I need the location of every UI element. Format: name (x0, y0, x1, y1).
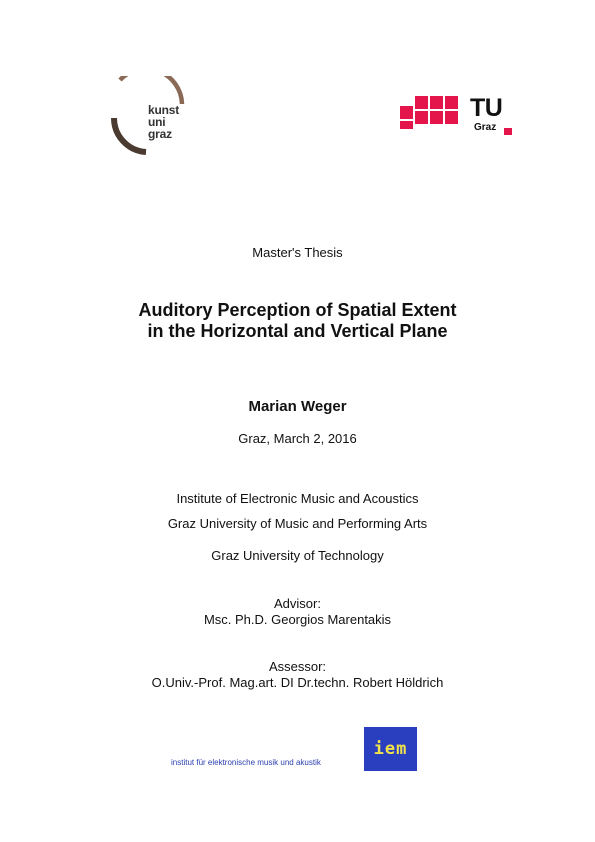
iem-logo-text: iem (373, 739, 408, 759)
iem-footer (168, 727, 428, 772)
institution-line: Graz University of Technology (211, 548, 384, 563)
tug-accent-square (504, 128, 512, 135)
institution-line: Graz University of Music and Performing Arts (167, 516, 428, 531)
tug-blocks-icon (398, 94, 470, 138)
tug-logo-name: TU (470, 94, 503, 122)
thesis-title-line: in the Horizontal and Vertical Plane (147, 321, 448, 341)
kug-logo-line: kunst (148, 103, 180, 117)
kug-logo-line: uni (148, 115, 166, 129)
author-name: Marian Weger (248, 398, 347, 415)
place-date: Graz, March 2, 2016 (238, 431, 357, 446)
tug-logo (398, 94, 516, 138)
thesis-title (0, 300, 595, 342)
thesis-title-line: Auditory Perception of Spatial Extent (138, 300, 457, 320)
advisor-block (0, 596, 595, 628)
assessor-block (0, 659, 595, 691)
document-type: Master's Thesis (252, 245, 343, 260)
iem-logo (364, 727, 417, 771)
advisor-label: Advisor: (274, 596, 321, 611)
assessor-name: O.Univ.-Prof. Mag.art. DI Dr.techn. Robert Höldrich (151, 675, 444, 690)
tug-logo-sub: Graz (474, 122, 497, 133)
kug-logo-line: graz (148, 127, 172, 141)
assessor-label: Assessor: (268, 659, 327, 674)
kug-logo (106, 76, 190, 158)
advisor-name: Msc. Ph.D. Georgios Marentakis (203, 612, 392, 627)
iem-caption: institut für elektronische musik und akustik (171, 758, 321, 767)
institution-line: Institute of Electronic Music and Acoustics (176, 491, 419, 506)
